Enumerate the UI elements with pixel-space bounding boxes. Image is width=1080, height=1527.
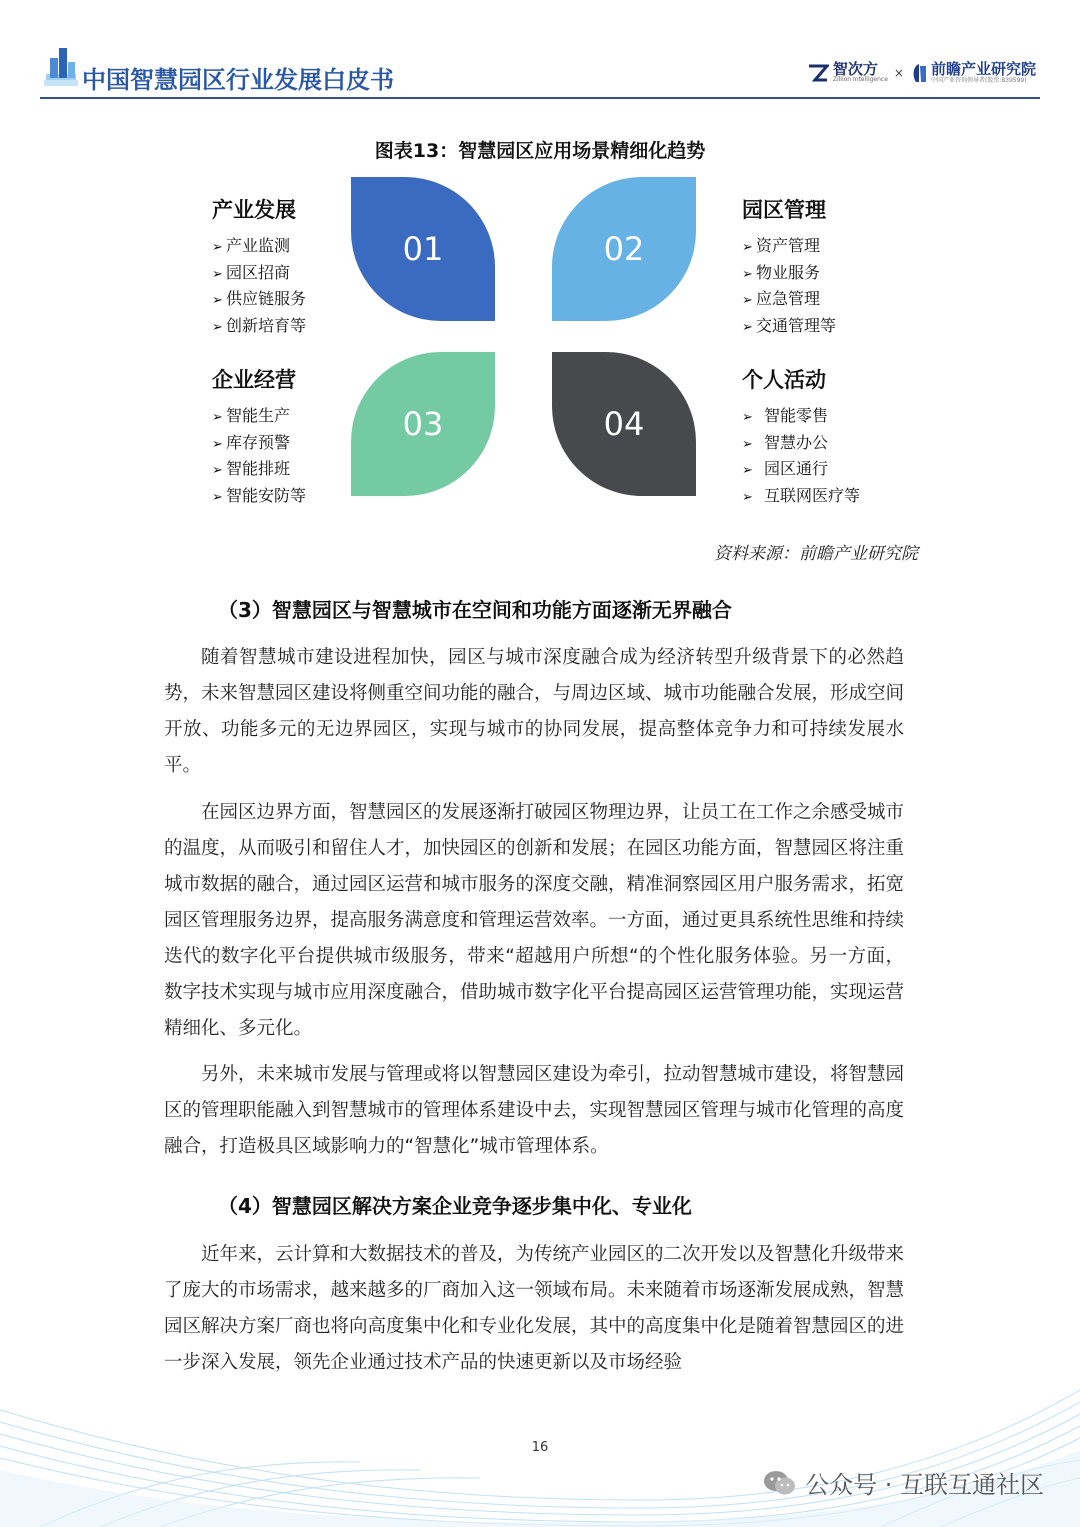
list-item-label: 创新培育等	[226, 315, 307, 335]
watermark-text: 公众号 · 互联互通社区	[805, 1471, 1044, 1499]
list-item	[742, 261, 836, 288]
list-item-label: 产业监测	[226, 236, 291, 255]
list-item	[212, 457, 306, 484]
arrow-bullet-icon: ➢	[742, 319, 753, 335]
watermark	[763, 1465, 1044, 1500]
petal-02: 02	[552, 177, 696, 321]
zhicifang-logo-icon	[807, 62, 829, 84]
list-item	[212, 431, 306, 458]
list-item-label: 库存预警	[226, 432, 291, 452]
petal-04: 04	[552, 352, 696, 496]
petal-03: 03	[351, 352, 495, 496]
arrow-bullet-icon: ➢	[212, 266, 223, 282]
building-logo-icon	[44, 44, 78, 90]
section-4-heading: （4）智慧园区解决方案企业竞争逐步集中化、专业化	[218, 1194, 692, 1218]
list-item-label: 互联网医疗等	[764, 485, 861, 505]
section-4-paragraph-1: 近年来，云计算和大数据技术的普及，为传统产业园区的二次开发以及智慧化升级带来了庞大的市场需求，越来越多的厂商加入这一领域布局。未来随着市场逐渐发展成熟，智慧园区解决方案厂商也将向高度集中化和专业化发展，其中的高度集中化是随着智慧园区的进一步深入发展，领先企业通过技术产品的快速更新以及市场经验	[164, 1244, 905, 1373]
brand-separator: ×	[893, 66, 904, 80]
group-title: 企业经营	[212, 368, 296, 392]
arrow-bullet-icon: ➢	[742, 293, 753, 308]
list-item	[212, 404, 306, 431]
arrow-bullet-icon: ➢	[742, 240, 753, 255]
list-item-label: 智能安防等	[226, 485, 307, 505]
list-item	[742, 234, 836, 261]
wave-decoration	[0, 1350, 1080, 1527]
petal-01: 01	[351, 177, 495, 321]
list-item	[742, 484, 860, 511]
list-item-label: 智慧办公	[764, 432, 829, 452]
qianzhan-logo-icon	[910, 62, 928, 84]
figure-source: 资料来源：前瞻产业研究院	[714, 544, 918, 564]
arrow-bullet-icon: ➢	[212, 436, 223, 452]
group-park-management	[742, 194, 836, 340]
section-3-paragraph-2: 在园区边界方面，智慧园区的发展逐渐打破园区物理边界，让员工在工作之余感受城市的温度，从而吸引和留住人才，加快园区的创新和发展；在园区功能方面，智慧园区将注重城市数据的融合，通过园区运营和城市服务的深度交融，精准洞察园区用户服务需求，拓宽园区管理服务边界，提高服务满意度和管理运营效率。一方面，通过更具系统性思维和持续迭代的数字化平台提供城市级服务，带来“超越用户所想“的个性化服务体验。另一方面，数字技术实现与城市应用深度融合，借助城市数字化平台提高园区运营管理功能，实现运营精细化、多元化。	[164, 802, 905, 1039]
section-3-paragraph-3: 另外，未来城市发展与管理或将以智慧园区建设为牵引，拉动智慧城市建设，将智慧园区的管理职能融入到智慧城市的管理体系建设中去，实现智慧园区管理与城市化管理的高度融合，打造极具区域影响力的“智慧化”城市管理体系。	[164, 1064, 905, 1157]
brand-zhicifang	[807, 62, 888, 84]
list-item	[212, 484, 306, 511]
list-item	[742, 314, 836, 341]
list-item-label: 资产管理	[756, 236, 821, 255]
group-industry-development	[212, 194, 306, 340]
list-item-label: 智能排班	[226, 459, 291, 478]
brand-logos	[807, 58, 1036, 88]
list-item	[212, 287, 306, 314]
arrow-bullet-icon: ➢	[212, 463, 223, 478]
brand2-sub: 中国产业咨询领导者(股票:839599)	[930, 77, 1027, 84]
list-item	[212, 261, 306, 288]
list-item-label: 供应链服务	[226, 289, 307, 308]
group-personal-activity	[742, 364, 860, 510]
list-item	[742, 431, 860, 458]
brand1-sub: Zillion Intelligence	[832, 76, 888, 83]
group-title: 园区管理	[742, 198, 826, 222]
list-item	[212, 314, 306, 341]
page-number: 16	[531, 1440, 549, 1455]
wechat-icon	[763, 1469, 797, 1497]
arrow-bullet-icon: ➢	[212, 240, 223, 255]
list-item	[212, 234, 306, 261]
brand-qianzhan	[910, 62, 1036, 84]
page-header	[0, 0, 1080, 100]
arrow-bullet-icon: ➢	[212, 489, 223, 505]
list-item	[742, 457, 860, 484]
figure-title: 图表13：智慧园区应用场景精细化趋势	[374, 140, 706, 162]
list-item-label: 应急管理	[756, 289, 821, 308]
group-title: 个人活动	[742, 368, 826, 392]
list-item-label: 园区通行	[764, 459, 829, 478]
list-item-label: 物业服务	[756, 262, 821, 282]
arrow-bullet-icon: ➢	[742, 489, 753, 505]
list-item	[742, 287, 836, 314]
list-item-label: 智能零售	[764, 406, 829, 425]
list-item-label: 园区招商	[226, 262, 291, 282]
arrow-bullet-icon: ➢	[742, 436, 753, 452]
header-divider	[40, 97, 1040, 99]
group-title: 产业发展	[212, 198, 296, 222]
arrow-bullet-icon: ➢	[742, 410, 753, 425]
arrow-bullet-icon: ➢	[742, 463, 753, 478]
list-item-label: 智能生产	[226, 406, 291, 425]
arrow-bullet-icon: ➢	[212, 410, 223, 425]
group-enterprise-operation	[212, 364, 306, 510]
arrow-bullet-icon: ➢	[212, 293, 223, 308]
document-title: 中国智慧园区行业发展白皮书	[82, 66, 394, 94]
section-3-heading: （3）智慧园区与智慧城市在空间和功能方面逐渐无界融合	[218, 598, 732, 622]
arrow-bullet-icon: ➢	[742, 266, 753, 282]
brand2-name: 前瞻产业研究院	[930, 60, 1036, 78]
arrow-bullet-icon: ➢	[212, 319, 223, 335]
list-item	[742, 404, 860, 431]
brand1-name: 智次方	[832, 60, 878, 78]
section-3-paragraph-1: 随着智慧城市建设进程加快，园区与城市深度融合成为经济转型升级背景下的必然趋势，未来智慧园区建设将侧重空间功能的融合，与周边区域、城市功能融合发展，形成空间开放、功能多元的无边界园区，实现与城市的协同发展，提高整体竞争力和可持续发展水平。	[164, 647, 905, 776]
list-item-label: 交通管理等	[756, 315, 837, 335]
